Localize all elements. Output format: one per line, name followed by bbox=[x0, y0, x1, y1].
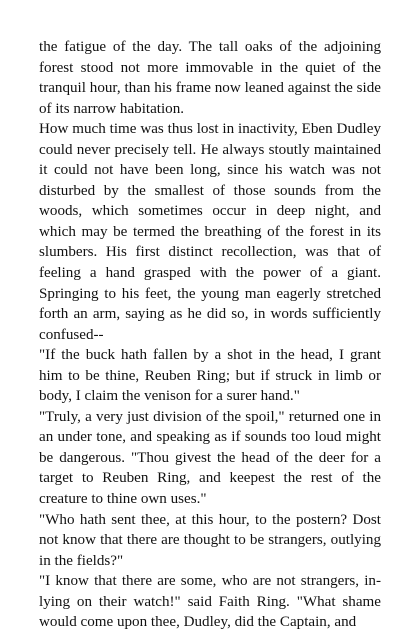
paragraph: the fatigue of the day. The tall oaks of the adjoining forest stood not more immovable in the quiet of the tranquil hour, than his frame now leaned against the side of its narrow habitation. bbox=[39, 39, 381, 117]
paragraph: "Who hath sent thee, at this hour, to the postern? Dost not know that there are thought to be strangers, outlying in the fields?" bbox=[39, 511, 381, 569]
paragraph: "I know that there are some, who are not strangers, in-lying on their watch!" said Faith Ring. "What shame would come upon thee, Dudley, did the Captain, and bbox=[39, 573, 381, 631]
paragraph: "If the buck hath fallen by a shot in the head, I grant him to be thine, Reuben Ring; but if struck in limb or body, I claim the venison for a surer hand." bbox=[39, 347, 381, 405]
paragraph: "Truly, a very just division of the spoil," returned one in an under tone, and speaking as if sounds too loud might be dangerous. "Thou givest the head of the deer for a target to Reuben Ring, and keepest the rest of the creature to thine own uses." bbox=[39, 408, 381, 508]
page-text bbox=[39, 37, 381, 633]
paragraph: How much time was thus lost in inactivity, Eben Dudley could never precisely tell. He always stoutly maintained it could not have been long, since his watch was not disturbed by the smallest of those sounds from the woods, which sometimes occur in deep night, and which may be termed the breathing of the forest in its slumbers. His first distinct recollection, was that of feeling a hand grasped with the power of a giant. Springing to his feet, the young man eagerly stretched forth an arm, saying as he did so, in words sufficiently confused-- bbox=[39, 121, 381, 343]
